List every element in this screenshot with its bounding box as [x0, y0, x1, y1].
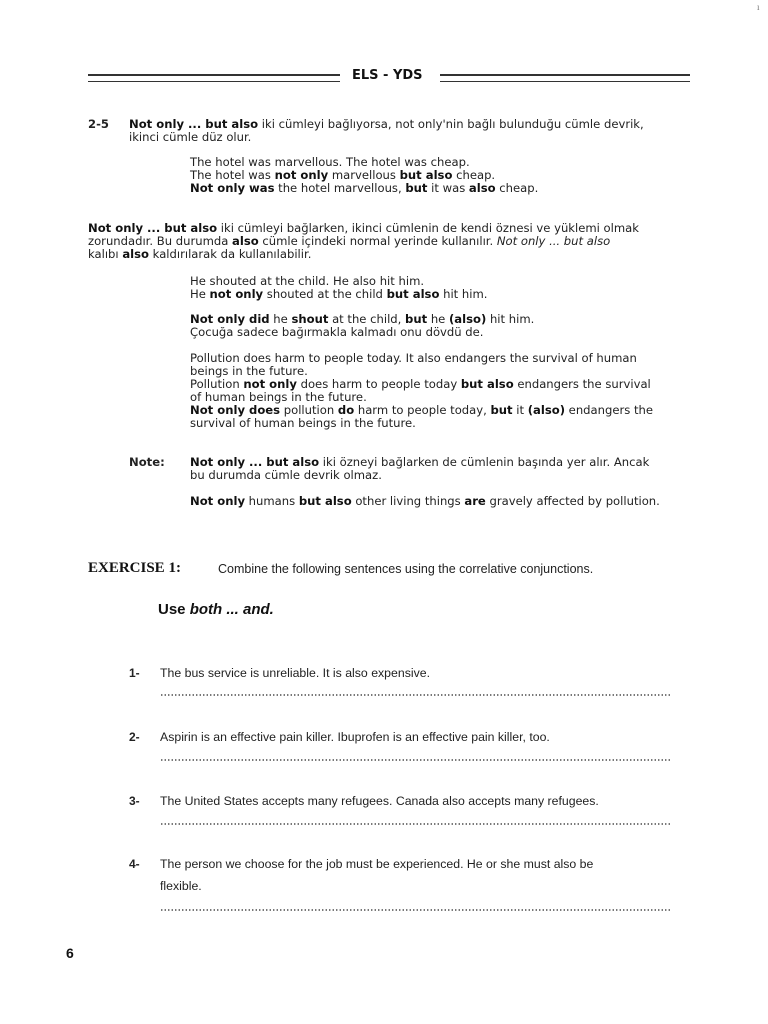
example-line	[190, 182, 538, 195]
bold-run: but	[405, 312, 428, 326]
italic-run: Not only ... but also	[496, 234, 611, 248]
text-run: He	[190, 287, 210, 301]
bold-run: Not only ... but also	[88, 221, 218, 235]
text-run: the hotel marvellous,	[274, 181, 406, 195]
example-shout	[190, 275, 487, 301]
text-run: iki cümleyi bağlarken, ikinci cümlenin de kendi öznesi ve yüklemi olmak	[217, 221, 639, 235]
bold-run: shout	[291, 312, 329, 326]
exercise-item-text: Aspirin is an effective pain killer. Ibuprofen is an effective pain killer, too.	[160, 730, 550, 744]
text-run: Pollution does harm to people today. It also endangers the survival of human	[190, 351, 637, 365]
text-run: zorundadır. Bu durumda	[88, 234, 233, 248]
example-inverted	[190, 313, 534, 339]
text-run: harm to people today,	[354, 403, 491, 417]
exercise-item-number: 3-	[129, 794, 140, 808]
text-run: Çocuğa sadece bağırmakla kalmadı onu dövdü de.	[190, 325, 484, 339]
text-run: He shouted at the child. He also hit him.	[190, 274, 425, 288]
text-run: The hotel was	[190, 168, 275, 182]
text-run: at the child,	[328, 312, 406, 326]
text-run: kalıbı	[88, 247, 123, 261]
bold-run: but also	[386, 287, 440, 301]
answer-line[interactable]	[160, 823, 672, 825]
bold-run: Not only ... but also	[129, 117, 259, 131]
example-line	[190, 326, 534, 339]
section-intro-line	[129, 131, 644, 144]
text-run: other living things	[351, 494, 465, 508]
explanation-paragraph	[88, 222, 639, 261]
bold-run: but	[490, 403, 513, 417]
note-label: Note:	[129, 455, 165, 469]
exercise-item-text: The bus service is unreliable. It is also expensive.	[160, 666, 430, 680]
text-run: survival of human beings in the future.	[190, 416, 416, 430]
header-rule-right	[440, 74, 690, 82]
note-text	[190, 456, 649, 482]
text-run: iki özneyi bağlarken de cümlenin başında yer alır. Ancak	[319, 455, 650, 469]
text-run: he	[269, 312, 292, 326]
bold-run: Not only did	[190, 312, 270, 326]
answer-line[interactable]	[160, 909, 672, 911]
example-hotel	[190, 156, 538, 195]
text-run: it was	[427, 181, 469, 195]
exercise-item-text: The United States accepts many refugees. Canada also accepts many refugees.	[160, 794, 599, 808]
subheading-prefix: Use	[158, 601, 190, 618]
text-run: The hotel was marvellous. The hotel was cheap.	[190, 155, 470, 169]
bold-run: but also	[399, 168, 453, 182]
example-line	[190, 417, 653, 430]
text-run: cheap.	[495, 181, 539, 195]
header-rule-left	[88, 74, 340, 82]
page-number: 6	[66, 945, 74, 961]
bold-run: but also	[460, 377, 514, 391]
bold-run: also	[232, 234, 259, 248]
exercise-item-text: The person we choose for the job must be experienced. He or she must also be	[160, 857, 594, 871]
text-run: humans	[245, 494, 299, 508]
text-run: ikinci cümle düz olur.	[129, 130, 252, 144]
bold-run: also	[122, 247, 149, 261]
exercise-instruction: Combine the following sentences using the correlative conjunctions.	[218, 562, 594, 576]
bold-run: but	[405, 181, 428, 195]
bold-run: not only	[243, 377, 297, 391]
text-run: gravely affected by pollution.	[485, 494, 660, 508]
exercise-item-number: 4-	[129, 857, 140, 871]
bold-run: not only	[274, 168, 329, 182]
text-run: endangers the survival	[513, 377, 651, 391]
section-intro	[129, 118, 644, 144]
exercise-item-number: 1-	[129, 666, 140, 680]
text-run: beings in the future.	[190, 364, 308, 378]
text-run: it	[512, 403, 528, 417]
exercise-title: EXERCISE 1:	[88, 560, 181, 576]
text-run: endangers the	[565, 403, 653, 417]
bold-run: Not only was	[190, 181, 275, 195]
bold-run: are	[464, 494, 486, 508]
text-run: does harm to people today	[296, 377, 461, 391]
text-run: iki cümleyi bağlıyorsa, not only'nin bağlı bulunduğu cümle devrik,	[258, 117, 644, 131]
bold-run: but also	[298, 494, 352, 508]
example-pollution	[190, 352, 653, 430]
text-run: hit him.	[486, 312, 535, 326]
bold-run: do	[337, 403, 355, 417]
corner-mark: ı	[757, 2, 760, 12]
exercise-item-number: 2-	[129, 730, 140, 744]
answer-line[interactable]	[160, 694, 672, 696]
note-line	[190, 469, 649, 482]
text-run: pollution	[280, 403, 338, 417]
bold-run: (also)	[449, 312, 487, 326]
text-run: shouted at the child	[263, 287, 387, 301]
subheading-emphasis: both ... and.	[189, 601, 274, 618]
text-run: bu durumda cümle devrik olmaz.	[190, 468, 382, 482]
bold-run: also	[468, 181, 496, 195]
section-number: 2-5	[88, 117, 109, 131]
bold-run: Not only ... but also	[190, 455, 320, 469]
bold-run: (also)	[527, 403, 565, 417]
bold-run: Not only does	[190, 403, 281, 417]
text-run: Pollution	[190, 377, 244, 391]
text-run: of human beings in the future.	[190, 390, 367, 404]
text-run: kaldırılarak da kullanılabilir.	[149, 247, 312, 261]
exercise-item-text-cont: flexible.	[160, 879, 202, 893]
paragraph-line	[88, 248, 639, 261]
header-title: ELS - YDS	[352, 68, 423, 83]
text-run: marvellous	[328, 168, 400, 182]
text-run: cümle içindeki normal yerinde kullanılır.	[258, 234, 497, 248]
bold-run: Not only	[190, 494, 245, 508]
exercise-subheading	[158, 601, 274, 618]
note-line	[190, 495, 660, 508]
answer-line[interactable]	[160, 759, 672, 761]
example-line	[190, 288, 487, 301]
text-run: hit him.	[439, 287, 488, 301]
text-run: cheap.	[452, 168, 496, 182]
text-run: he	[427, 312, 449, 326]
note-example	[190, 495, 660, 508]
bold-run: not only	[209, 287, 264, 301]
